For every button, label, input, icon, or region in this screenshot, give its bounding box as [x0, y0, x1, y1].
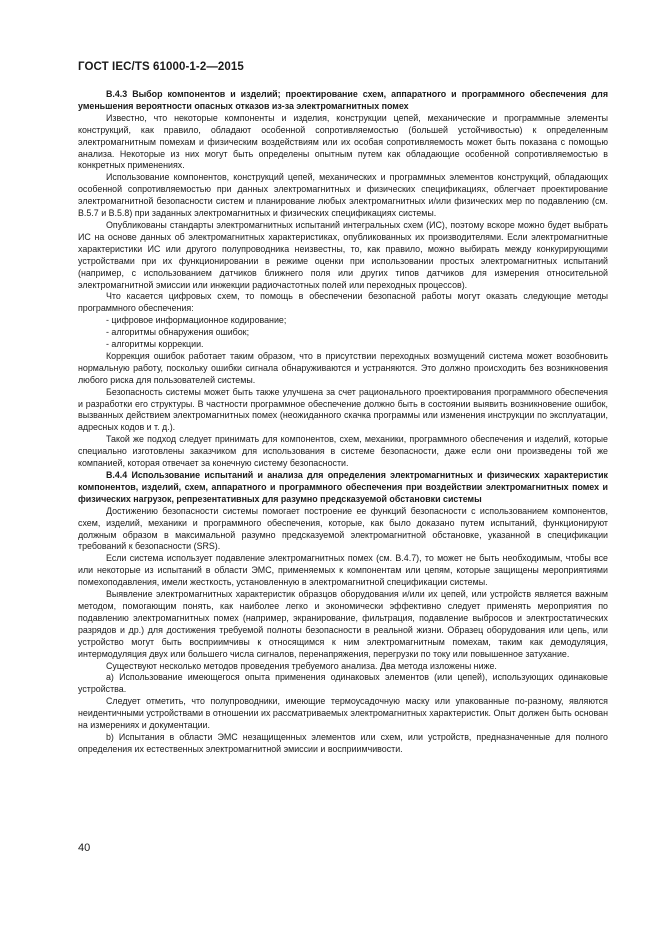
- paragraph: Опубликованы стандарты электромагнитных испытаний интегральных схем (ИС), поэтому вскоре можно будет выбрать ИС на основе данных об электромагнитных характеристиках, опубликованных их производителями. Если электромагнитные характеристики ИС или другого полупроводника неизвестны, то, как правило, можно выбирать между конкурирующими устройствами при их функционировании в режиме оценки при использовании простых электромагнитных испытаний (например, с использованием датчиков ближнего поля или других типов датчиков для измерения относительной электромагнитной эмиссии или инжекции радиочастотных полей или переходных процессов).: [78, 219, 608, 290]
- section-heading: B.4.4 Использование испытаний и анализа для определения электромагнитных и физических характеристик компонентов, изделий, схем, аппаратного и программного обеспечения при воздействии электромагнитных помех и физических нагрузок, репрезентативных для разумно предсказуемой обстановки системы: [78, 470, 608, 504]
- page-number: 40: [78, 842, 91, 854]
- paragraph: Выявление электромагнитных характеристик образцов оборудования и/или их цепей, или устройств является важным методом, помогающим понять, как наиболее легко и экономически эффективно следует применять мероприятия по подавлению электромагнитных помех (например, экранирование, фильтрация, подавление выбросов и электростатических разрядов и др.) для достижения требуемой полноты безопасности в реальной жизни. Образец оборудования или цепь, или устройство могут быть восприимчивы к относящимся к ним электромагнитным помехам, таким как демодуляция, интермодуляция двух или большего числа сигналов, перенапряжения, перегрузки по току или повышенное затухание.: [78, 589, 608, 659]
- document-header: ГОСТ IEC/TS 61000-1-2—2015: [78, 61, 244, 73]
- paragraph: Достижению безопасности системы помогает построение ее функций безопасности с использованием компонентов, схем, изделий, механики и программного обеспечения, которые, как было доказано путем испытаний, функционируют должным образом в максимальной разумно предсказуемой электромагнитной обстановке, указанной в спецификации требований к безопасности (SRS).: [78, 505, 608, 552]
- paragraph: a) Использование имеющегося опыта применения одинаковых элементов (или цепей), использующих одинаковые устройства.: [78, 672, 608, 695]
- paragraph: Известно, что некоторые компоненты и изделия, конструкции цепей, механические и программные элементы конструкций, как правило, обладают особенной сопротивляемостью (большей устойчивостью) к определенным электромагнитным помехам и физическим воздействиям или их особая сопротивляемость может быть показана с помощью анализа. Некоторые из них могут быть определены опытным путем как обладающие особенной сопротивляемостью в конкретных применениях.: [78, 112, 608, 171]
- paragraph: - цифровое информационное кодирование;: [106, 315, 287, 326]
- paragraph: - алгоритмы обнаружения ошибок;: [106, 327, 250, 338]
- section-heading: B.4.3 Выбор компонентов и изделий; проектирование схем, аппаратного и программного обеспечения для уменьшения вероятности опасных отказов из-за электромагнитных помех: [78, 89, 608, 111]
- paragraph: Коррекция ошибок работает таким образом, что в присутствии переходных возмущений система может возобновить нормальную работу, поскольку ошибки сигнала обнаруживаются и устраняются. Это должно происходить без возникновения любого риска для пользователей системы.: [78, 350, 608, 385]
- paragraph: Существуют несколько методов проведения требуемого анализа. Два метода изложены ниже.: [106, 660, 497, 671]
- paragraph: Использование компонентов, конструкций цепей, механических и программных элементов конструкций, обладающих особенной сопротивляемостью при данных электромагнитных и физических спецификациях, облегчает проектирование электромагнитной безопасности систем и планирование любых электромагнитных и/или физических мер по подавлению (см. B.5.7 и B.5.8) при заданных электромагнитных и физических спецификациях системы.: [78, 172, 608, 219]
- paragraph: Безопасность системы может быть также улучшена за счет рационального проектирования программного обеспечения и разработки его структуры. В частности программное обеспечение должно быть в состоянии выявить возникновение ошибок, вызванных действием электромагнитных помех (неожиданного скачка программы или изменения инструкции по эксплуатации, адресных кодов и т. д.).: [78, 386, 608, 433]
- paragraph: Если система использует подавление электромагнитных помех (см. B.4.7), то может не быть необходимым, чтобы все или некоторые из испытаний в области ЭМС, применяемых к компонентам или цепям, которые защищены мероприятиями помехоподавления, имели жесткость, установленную в электромагнитной спецификации системы.: [78, 553, 608, 588]
- document-body: [78, 89, 608, 756]
- paragraph: Такой же подход следует принимать для компонентов, схем, механики, программного обеспечения и изделий, которые специально изготовлены заказчиком для использования в системе безопасности, даже если они произведены той же компанией, которая отвечает за конечную систему безопасности.: [78, 434, 608, 469]
- paragraph: b) Испытания в области ЭМС незащищенных элементов или схем, или устройств, предназначенные для полного определения их естественных электромагнитной эмиссии и восприимчивости.: [78, 731, 608, 754]
- paragraph: - алгоритмы коррекции.: [106, 339, 204, 350]
- paragraph: Что касается цифровых схем, то помощь в обеспечении безопасной работы могут оказать следующие методы программного обеспечения:: [78, 291, 608, 314]
- paragraph: Следует отметить, что полупроводники, имеющие термоусадочную маску или упакованные по-разному, являются неидентичными устройствами в отношении их рассматриваемых электромагнитных характеристик. Опыт должен быть основан на измерениях и документации.: [78, 696, 608, 731]
